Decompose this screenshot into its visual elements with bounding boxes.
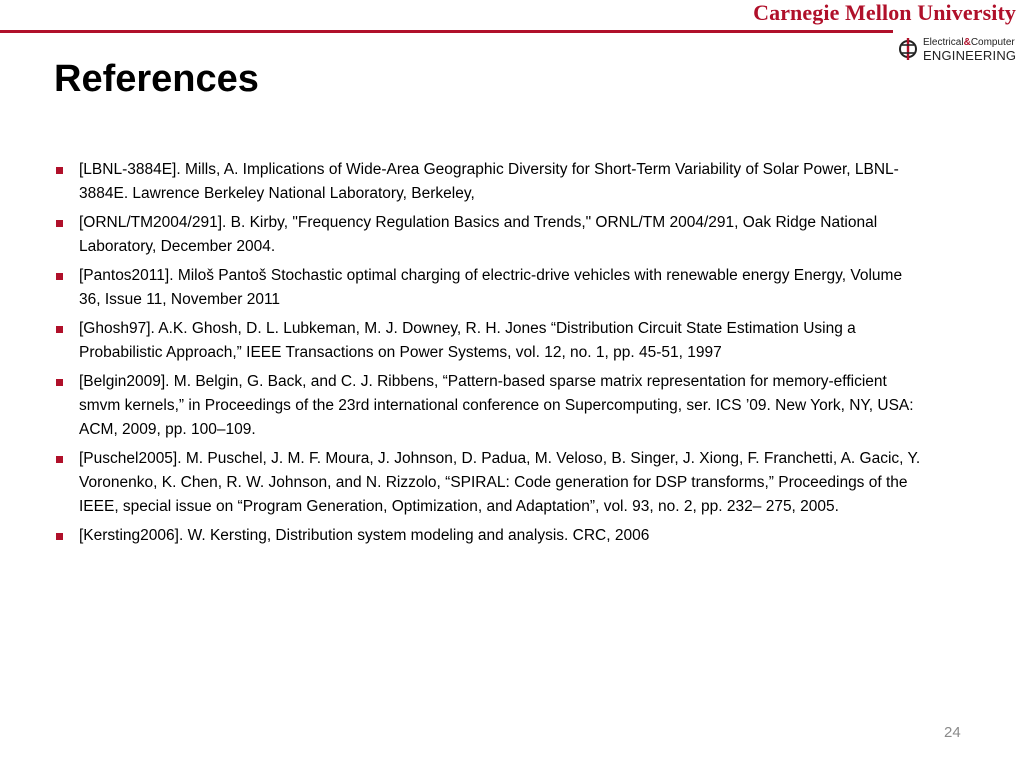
- reference-text: [Pantos2011]. Miloš Pantoš Stochastic optimal charging of electric-drive vehicles with renewable energy Energy, Volume 36, Issue 11, November 2011: [79, 267, 903, 308]
- bullet-icon: [56, 533, 63, 540]
- bullet-icon: [56, 456, 63, 463]
- ece-logo-ampersand: &: [963, 37, 971, 48]
- page-number: 24: [944, 724, 961, 741]
- ece-logo-line1: [923, 37, 1015, 48]
- reference-text: [Belgin2009]. M. Belgin, G. Back, and C. J. Ribbens, “Pattern-based sparse matrix representation for memory-efficient smvm kernels,” in Proceedings of the 23rd international conference on Supercomputing, ser. ICS ’09. New York, NY, USA: ACM, 2009, pp. 100–109.: [79, 373, 914, 438]
- reference-list: [54, 158, 924, 553]
- reference-item: [54, 447, 924, 519]
- bullet-icon: [56, 379, 63, 386]
- reference-item: [54, 524, 924, 548]
- ece-logo-computer: Computer: [970, 37, 1015, 48]
- reference-item: [54, 158, 924, 206]
- header-rule-gap: [893, 28, 1024, 35]
- ece-logo-electrical: Electrical: [923, 37, 964, 48]
- slide-title: References: [54, 58, 259, 100]
- university-wordmark: Carnegie Mellon University: [753, 0, 1016, 25]
- bullet-icon: [56, 326, 63, 333]
- reference-item: [54, 211, 924, 259]
- header-rule: [0, 30, 1024, 33]
- reference-item: [54, 370, 924, 442]
- ece-logo-engineering: ENGINEERING: [923, 48, 1017, 63]
- reference-text: [LBNL-3884E]. Mills, A. Implications of Wide-Area Geographic Diversity for Short-Term Variability of Solar Power, LBNL-3884E. Lawrence Berkeley National Laboratory, Berkeley,: [79, 161, 899, 202]
- reference-text: [ORNL/TM2004/291]. B. Kirby, "Frequency Regulation Basics and Trends," ORNL/TM 2004/291, Oak Ridge National Laboratory, December 2004.: [79, 214, 878, 255]
- bullet-icon: [56, 220, 63, 227]
- reference-text: [Ghosh97]. A.K. Ghosh, D. L. Lubkeman, M. J. Downey, R. H. Jones “Distribution Circuit State Estimation Using a Probabilistic Approach,” IEEE Transactions on Power Systems, vol. 12, no. 1, pp. 45-51, 1997: [79, 320, 856, 361]
- reference-text: [Kersting2006]. W. Kersting, Distribution system modeling and analysis. CRC, 2006: [79, 527, 650, 544]
- ece-logo-icon: [898, 36, 918, 62]
- bullet-icon: [56, 167, 63, 174]
- reference-item: [54, 317, 924, 365]
- reference-item: [54, 264, 924, 312]
- bullet-icon: [56, 273, 63, 280]
- reference-text: [Puschel2005]. M. Puschel, J. M. F. Moura, J. Johnson, D. Padua, M. Veloso, B. Singer, J. Xiong, F. Franchetti, A. Gacic, Y. Voronenko, K. Chen, R. W. Johnson, and N. Rizzolo, “SPIRAL: Code generation for DSP transforms,” Proceedings of the IEEE, special issue on “Program Generation, Optimization, and Adaptation”, vol. 93, no. 2, pp. 232– 275, 2005.: [79, 450, 921, 515]
- ece-logo: [898, 36, 1022, 62]
